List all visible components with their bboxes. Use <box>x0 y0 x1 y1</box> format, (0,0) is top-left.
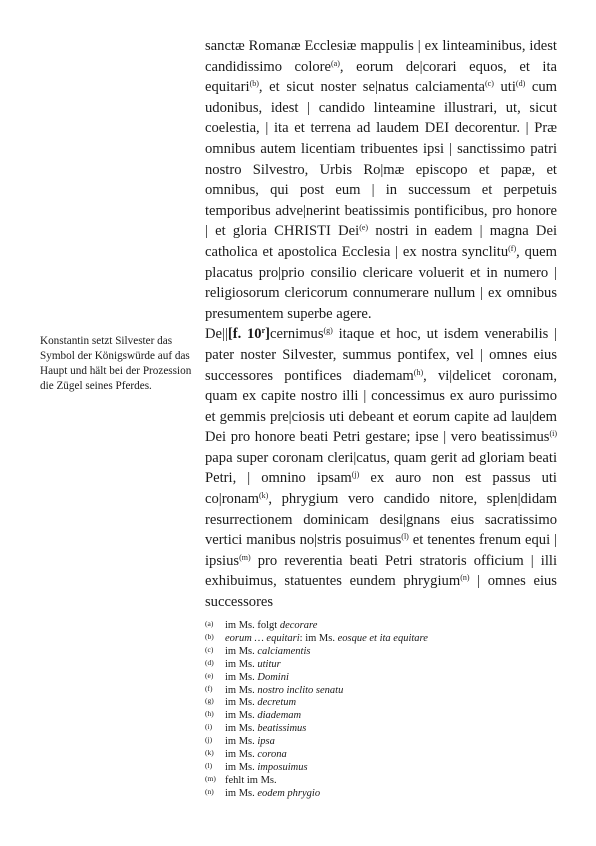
footnote-text: im Ms. corona <box>225 749 287 761</box>
footnote-label: (i) <box>205 722 213 732</box>
footnotes <box>205 620 557 801</box>
footnote-ref: (a) <box>331 58 340 68</box>
footnote <box>205 685 557 698</box>
footnote-ref: (g) <box>323 326 333 336</box>
footnote <box>205 723 557 736</box>
footnote <box>205 788 557 801</box>
footnote-ref: (k) <box>258 491 269 501</box>
footnote <box>205 620 557 633</box>
footnote-ref: (n) <box>460 573 470 583</box>
footnote-ref: (m) <box>239 552 251 562</box>
footnote <box>205 633 557 646</box>
footnote-label: (g) <box>205 696 214 706</box>
footnote-text: im Ms. ipsa <box>225 736 275 748</box>
footnote <box>205 646 557 659</box>
main-text <box>205 36 557 613</box>
footnote-label: (a) <box>205 619 214 628</box>
footnote-text: fehlt im Ms. <box>225 774 277 786</box>
folio-marker: [f. 10 <box>227 326 262 343</box>
footnote-ref: (b) <box>249 79 259 89</box>
footnote-ref: (l) <box>401 532 409 542</box>
footnote-ref: (c) <box>484 79 494 89</box>
footnote <box>205 736 557 749</box>
footnote-text: im Ms. eodem phrygio <box>225 787 321 799</box>
footnote-text: im Ms. calciamentis <box>225 645 311 657</box>
footnote-label: (b) <box>205 631 214 641</box>
footnote-label: (c) <box>205 644 214 654</box>
footnote-label: (d) <box>205 657 214 667</box>
footnote-text: im Ms. beatissimus <box>225 723 307 735</box>
footnote <box>205 672 557 685</box>
footnote-text: im Ms. utitur <box>225 658 281 670</box>
footnote-text: im Ms. Domini <box>225 671 289 683</box>
paragraph-2: De||[f. 10$^r$]cernimus$^{(g)}$ itaque et hoc, ut isdem venerabilis | pater noster Silvester, summus pontifex, vel | omnes eius successores pontifices diademam$^{(h)}$, vi|delicet coronam, quam ex capite nostro illi | concessimus ex auro purissimo et gemmis pre|ciosis uti debeant et eorum capite ad lau|dem Dei pro honore beati Petri gestare; ipse | vero beatissimus$^{(i)}$ papa super coronam cleri|catus, quam gerit ad gloriam beati Petri, | omnino ipsam$^{(j)}$ ex auro non est passus uti co|ronam$^{(k)}$, phrygium vero candido nitore, splen|didam resurrectionem dominicam desi|gnans eius sacratissimo vertici manibus no|stris posuimus$^{(l)}$ et tenentes frenum equi | ipsius$^{(m)}$ pro reverentia beati Petri stratoris officium | illi exhibuimus, statuentes eundem phrygium$^{(n)}$ | omnes eius successores <box>205 326 557 611</box>
footnote-text: im Ms. nostro inclito senatu <box>225 684 344 696</box>
footnote-text: im Ms. diademam <box>225 710 302 722</box>
footnote-ref: (h) <box>413 367 424 377</box>
footnote-ref: (i) <box>549 429 557 439</box>
folio-marker: ] <box>265 326 271 343</box>
footnote-ref: (e) <box>359 223 369 233</box>
footnote-label: (h) <box>205 709 214 719</box>
footnote-ref: (d) <box>515 79 526 89</box>
footnote-text: im Ms. folgt decorare <box>225 620 318 631</box>
footnote <box>205 659 557 672</box>
paragraph-1: sanctæ Romanæ Ecclesiæ mappulis | ex linteaminibus, idest candidissimo colore$^{(a)}$, eorum de|corari equos, et ita equitari$^{(b)}$, et sicut noster se|natus calciamenta$^{(c)}$ uti$^{(d)}$ cum udonibus, idest | candido linteamine illustrari, ut, sicut coelestia, | ita et terrena ad laudem DEI decorentur. | Præ omnibus autem licentiam tribuentes ipsi | sanctissimo patri nostro Silvestro, Urbis Ro|mæ episcopo et papæ, et omnibus, qui post eum | in successum et perpetuis temporibus adve|nerint beatissimis pontificibus, pro honore | et gloria CHRISTI Dei$^{(e)}$ nostri in eadem | magna Dei catholica et apostolica Ecclesia | ex nostra synclitu$^{(f)}$, quem placatus pro|prio consilio clericare voluerit et in numero | religiosorum clericorum connumerare nullum | ex omnibus presumentem superbe agere. <box>205 38 557 322</box>
footnote-text: im Ms. decretum <box>225 697 297 709</box>
footnote-label: (l) <box>205 760 213 770</box>
footnote <box>205 697 557 710</box>
footnote-label: (e) <box>205 670 214 680</box>
footnote-label: (m) <box>205 773 216 783</box>
footnote-label: (f) <box>205 683 213 693</box>
footnote-text: im Ms. imposuimus <box>225 761 308 773</box>
footnote-ref: (j) <box>351 470 360 480</box>
footnote <box>205 749 557 762</box>
margin-note: Konstantin setzt Silvester das Symbol der Königswürde auf das Haupt und hält bei der Prozession die Zügel seines Pferdes. <box>40 335 192 392</box>
footnote-text: eorum … equitari: im Ms. eosque et ita equitare <box>225 632 428 644</box>
footnote-label: (n) <box>205 786 214 796</box>
footnote <box>205 775 557 788</box>
folio-marker-side: r <box>261 326 266 336</box>
footnote <box>205 762 557 775</box>
footnote-label: (k) <box>205 748 214 758</box>
footnote <box>205 710 557 723</box>
footnote-label: (j) <box>205 735 213 745</box>
footnote-ref: (f) <box>508 243 517 253</box>
